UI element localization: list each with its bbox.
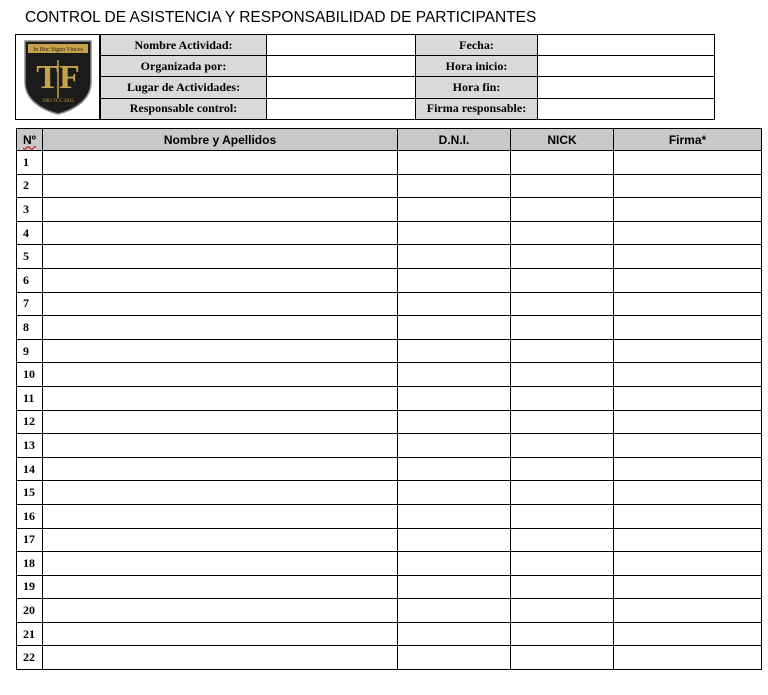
field-responsable-control[interactable] — [267, 98, 416, 119]
cell-nombre[interactable] — [43, 434, 398, 458]
cell-dni[interactable] — [398, 245, 511, 269]
cell-firma[interactable] — [614, 151, 762, 175]
cell-dni[interactable] — [398, 528, 511, 552]
row-number: 4 — [17, 221, 43, 245]
cell-firma[interactable] — [614, 646, 762, 670]
cell-firma[interactable] — [614, 316, 762, 340]
cell-nombre[interactable] — [43, 575, 398, 599]
field-firma-responsable[interactable] — [538, 98, 715, 119]
cell-firma[interactable] — [614, 386, 762, 410]
cell-firma[interactable] — [614, 434, 762, 458]
cell-nick[interactable] — [511, 504, 614, 528]
cell-dni[interactable] — [398, 221, 511, 245]
table-row — [17, 339, 762, 363]
row-number: 3 — [17, 198, 43, 222]
cell-nombre[interactable] — [43, 528, 398, 552]
cell-firma[interactable] — [614, 339, 762, 363]
col-header-firma: Firma* — [614, 129, 762, 151]
cell-nick[interactable] — [511, 646, 614, 670]
field-hora-inicio[interactable] — [538, 56, 715, 77]
row-number: 19 — [17, 575, 43, 599]
shield-logo-icon — [22, 38, 94, 116]
cell-nick[interactable] — [511, 198, 614, 222]
row-number: 1 — [17, 151, 43, 175]
cell-dni[interactable] — [398, 622, 511, 646]
label-organizada-por: Organizada por: — [101, 56, 267, 77]
cell-firma[interactable] — [614, 552, 762, 576]
row-number: 21 — [17, 622, 43, 646]
cell-dni[interactable] — [398, 599, 511, 623]
cell-nombre[interactable] — [43, 386, 398, 410]
cell-firma[interactable] — [614, 268, 762, 292]
table-row — [17, 434, 762, 458]
table-row — [17, 316, 762, 340]
cell-nick[interactable] — [511, 552, 614, 576]
cell-dni[interactable] — [398, 457, 511, 481]
label-hora-fin: Hora fin: — [416, 77, 538, 98]
logo-footer: 1983 TCC 2015 — [41, 99, 74, 104]
cell-firma[interactable] — [614, 622, 762, 646]
logo-cell — [16, 35, 100, 119]
label-responsable-control: Responsable control: — [101, 98, 267, 119]
row-number: 17 — [17, 528, 43, 552]
cell-nick[interactable] — [511, 363, 614, 387]
cell-nombre[interactable] — [43, 221, 398, 245]
cell-dni[interactable] — [398, 198, 511, 222]
cell-nick[interactable] — [511, 386, 614, 410]
cell-nick[interactable] — [511, 457, 614, 481]
col-header-dni: D.N.I. — [398, 129, 511, 151]
cell-nick[interactable] — [511, 575, 614, 599]
label-hora-inicio: Hora inicio: — [416, 56, 538, 77]
row-number: 22 — [17, 646, 43, 670]
row-number: 5 — [17, 245, 43, 269]
cell-nick[interactable] — [511, 245, 614, 269]
table-row — [17, 646, 762, 670]
cell-nick[interactable] — [511, 410, 614, 434]
cell-firma[interactable] — [614, 174, 762, 198]
cell-nombre[interactable] — [43, 504, 398, 528]
cell-dni[interactable] — [398, 268, 511, 292]
table-row — [17, 575, 762, 599]
cell-nombre[interactable] — [43, 174, 398, 198]
participants-body — [17, 151, 762, 670]
cell-nombre[interactable] — [43, 339, 398, 363]
row-number: 11 — [17, 386, 43, 410]
cell-firma[interactable] — [614, 457, 762, 481]
cell-dni[interactable] — [398, 434, 511, 458]
participants-table — [16, 128, 762, 670]
table-row — [17, 198, 762, 222]
table-row — [17, 528, 762, 552]
row-number: 20 — [17, 599, 43, 623]
table-row — [17, 504, 762, 528]
field-fecha[interactable] — [538, 35, 715, 56]
table-row — [17, 363, 762, 387]
cell-dni[interactable] — [398, 386, 511, 410]
field-hora-fin[interactable] — [538, 77, 715, 98]
cell-nick[interactable] — [511, 599, 614, 623]
cell-nombre[interactable] — [43, 316, 398, 340]
row-number: 14 — [17, 457, 43, 481]
cell-nick[interactable] — [511, 481, 614, 505]
cell-dni[interactable] — [398, 174, 511, 198]
row-number: 16 — [17, 504, 43, 528]
row-number: 7 — [17, 292, 43, 316]
cell-dni[interactable] — [398, 504, 511, 528]
table-row — [17, 174, 762, 198]
cell-nick[interactable] — [511, 434, 614, 458]
cell-nombre[interactable] — [43, 198, 398, 222]
field-nombre-actividad[interactable] — [267, 35, 416, 56]
table-row — [17, 599, 762, 623]
table-row — [17, 386, 762, 410]
row-number: 10 — [17, 363, 43, 387]
cell-firma[interactable] — [614, 363, 762, 387]
label-nombre-actividad: Nombre Actividad: — [101, 35, 267, 56]
cell-nick[interactable] — [511, 221, 614, 245]
cell-nombre[interactable] — [43, 646, 398, 670]
row-number: 15 — [17, 481, 43, 505]
logo-letters: TF — [35, 59, 80, 96]
row-number: 13 — [17, 434, 43, 458]
row-number: 18 — [17, 552, 43, 576]
cell-nick[interactable] — [511, 339, 614, 363]
cell-nombre[interactable] — [43, 481, 398, 505]
table-row — [17, 221, 762, 245]
activity-header — [15, 34, 715, 120]
table-row — [17, 457, 762, 481]
table-row — [17, 268, 762, 292]
cell-nombre[interactable] — [43, 599, 398, 623]
cell-firma[interactable] — [614, 599, 762, 623]
row-number: 12 — [17, 410, 43, 434]
cell-dni[interactable] — [398, 339, 511, 363]
label-lugar-actividades: Lugar de Actividades: — [101, 77, 267, 98]
cell-nombre[interactable] — [43, 552, 398, 576]
cell-firma[interactable] — [614, 504, 762, 528]
table-row — [17, 245, 762, 269]
logo-motto: In Hoc Signo Vinces — [32, 47, 83, 54]
table-row — [17, 151, 762, 175]
cell-nombre[interactable] — [43, 410, 398, 434]
cell-dni[interactable] — [398, 292, 511, 316]
row-number: 8 — [17, 316, 43, 340]
col-header-nick: NICK — [511, 129, 614, 151]
col-header-num-label: Nº — [22, 132, 37, 147]
cell-nombre[interactable] — [43, 151, 398, 175]
cell-firma[interactable] — [614, 528, 762, 552]
cell-dni[interactable] — [398, 151, 511, 175]
cell-nick[interactable] — [511, 316, 614, 340]
cell-nick[interactable] — [511, 151, 614, 175]
label-fecha: Fecha: — [416, 35, 538, 56]
cell-firma[interactable] — [614, 575, 762, 599]
cell-dni[interactable] — [398, 552, 511, 576]
cell-nombre[interactable] — [43, 622, 398, 646]
col-header-nombre: Nombre y Apellidos — [43, 129, 398, 151]
cell-dni[interactable] — [398, 316, 511, 340]
header-fields-table — [100, 35, 715, 119]
table-row — [17, 481, 762, 505]
cell-nick[interactable] — [511, 268, 614, 292]
row-number: 2 — [17, 174, 43, 198]
cell-firma[interactable] — [614, 292, 762, 316]
col-header-num — [17, 129, 43, 151]
participants-header-row — [17, 129, 762, 151]
cell-firma[interactable] — [614, 410, 762, 434]
cell-nombre[interactable] — [43, 245, 398, 269]
table-row — [17, 552, 762, 576]
page-title: CONTROL DE ASISTENCIA Y RESPONSABILIDAD DE PARTICIPANTES — [25, 9, 537, 26]
cell-dni[interactable] — [398, 575, 511, 599]
cell-nick[interactable] — [511, 622, 614, 646]
table-row — [17, 292, 762, 316]
cell-firma[interactable] — [614, 198, 762, 222]
field-organizada-por[interactable] — [267, 56, 416, 77]
cell-firma[interactable] — [614, 481, 762, 505]
cell-dni[interactable] — [398, 363, 511, 387]
cell-nombre[interactable] — [43, 268, 398, 292]
cell-nick[interactable] — [511, 174, 614, 198]
cell-firma[interactable] — [614, 245, 762, 269]
cell-dni[interactable] — [398, 410, 511, 434]
cell-nombre[interactable] — [43, 292, 398, 316]
cell-firma[interactable] — [614, 221, 762, 245]
label-firma-responsable: Firma responsable: — [416, 98, 538, 119]
cell-nombre[interactable] — [43, 457, 398, 481]
row-number: 6 — [17, 268, 43, 292]
field-lugar-actividades[interactable] — [267, 77, 416, 98]
row-number: 9 — [17, 339, 43, 363]
table-row — [17, 410, 762, 434]
cell-dni[interactable] — [398, 646, 511, 670]
cell-nick[interactable] — [511, 528, 614, 552]
cell-nombre[interactable] — [43, 363, 398, 387]
cell-nick[interactable] — [511, 292, 614, 316]
cell-dni[interactable] — [398, 481, 511, 505]
table-row — [17, 622, 762, 646]
